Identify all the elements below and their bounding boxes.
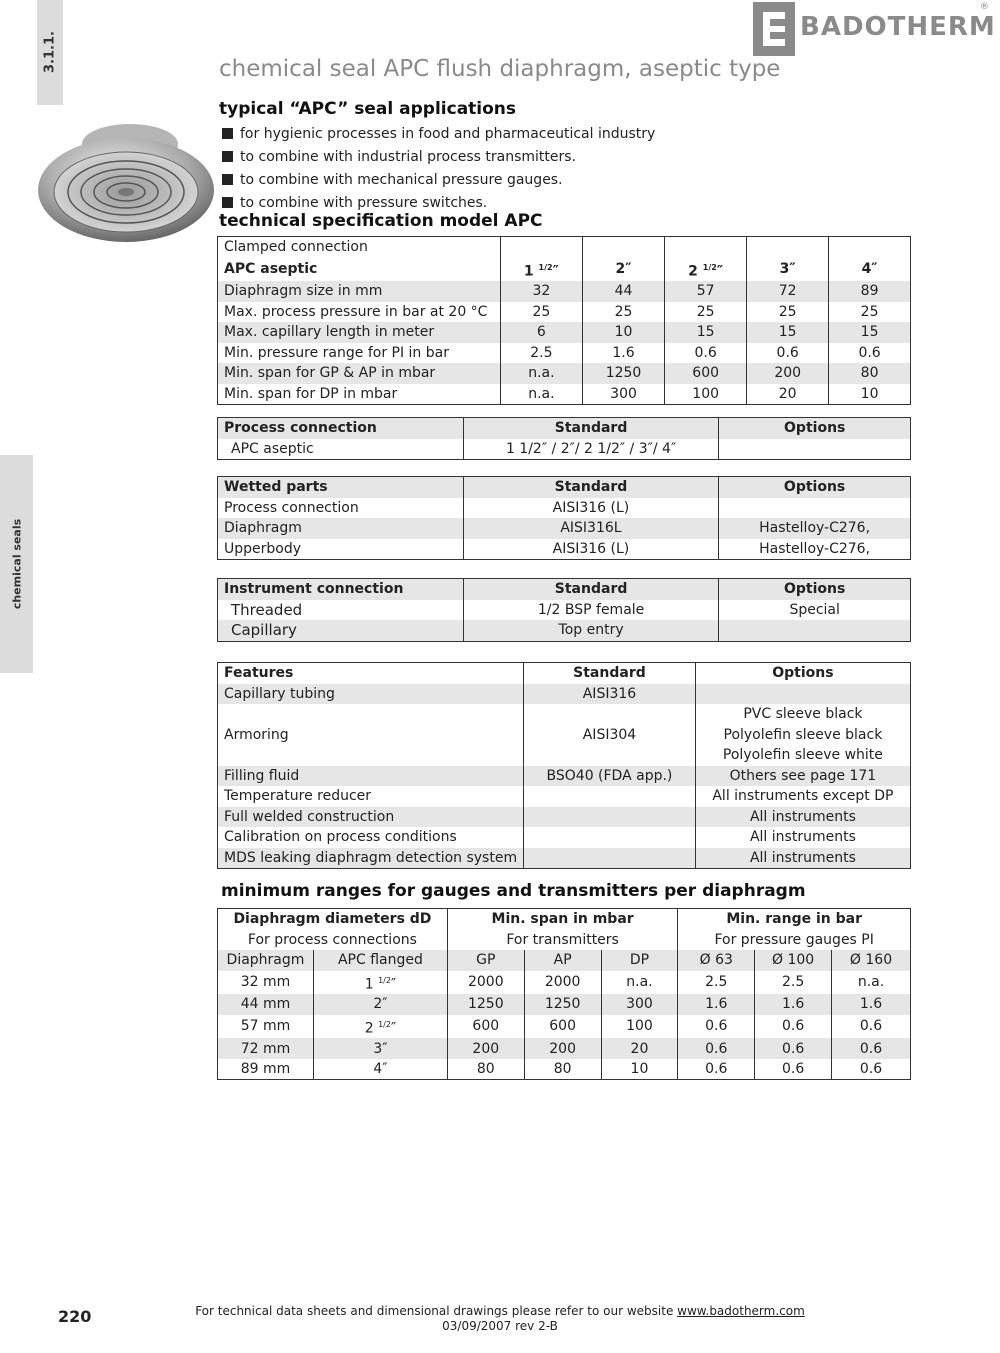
instrument-connection-table <box>217 578 911 642</box>
page-title: chemical seal APC flush diaphragm, aseptic type <box>219 56 781 82</box>
size-header: 3″ <box>747 258 829 282</box>
table-subheader-row: For process connections For transmitters For pressure gauges PI <box>218 930 911 951</box>
table-row: 57 mm 2 $^{1/2}$″ 600 600 100 0.6 0.6 0.6 <box>218 1015 911 1039</box>
ranges-table <box>217 908 911 1080</box>
applications-heading: typical “APC” seal applications <box>219 99 517 119</box>
application-item: to combine with mechanical pressure gauges. <box>222 170 655 193</box>
features-table <box>217 662 911 869</box>
table-row: MDS leaking diaphragm detection system All instruments <box>218 848 911 869</box>
table-header-row: Wetted parts Standard Options <box>218 477 911 498</box>
ranges-heading: minimum ranges for gauges and transmitters per diaphragm <box>221 881 806 901</box>
table-row: Upperbody AISI316 (L) Hastelloy-C276, <box>218 539 911 560</box>
application-item: for hygienic processes in food and pharmaceutical industry <box>222 124 655 147</box>
table-header-row: Process connection Standard Options <box>218 418 911 439</box>
table-row: Process connection AISI316 (L) <box>218 498 911 519</box>
footer <box>0 1304 1000 1334</box>
table-row: Min. span for DP in mbar n.a. 300 100 20 10 <box>218 384 911 405</box>
table-column-header-row: Diaphragm APC flanged GP AP DP Ø 63 Ø 100 Ø 160 <box>218 950 911 971</box>
process-connection-table <box>217 417 911 460</box>
logo-mark-icon <box>753 2 795 56</box>
table-row: Min. pressure range for PI in bar 2.5 1.6 0.6 0.6 0.6 <box>218 343 911 364</box>
table-row: Temperature reducer All instruments except DP <box>218 786 911 807</box>
brand-logo <box>753 2 996 56</box>
table-row: Capillary tubing AISI316 <box>218 684 911 705</box>
application-item: to combine with industrial process transmitters. <box>222 147 655 170</box>
size-header: 4″ <box>829 258 911 282</box>
section-number: 3.1.1. <box>42 31 58 73</box>
table-row: Threaded 1/2 BSP female Special <box>218 600 911 621</box>
size-header: 1 $^{1/2}$″ <box>500 258 582 282</box>
applications-list <box>222 124 655 216</box>
table-row <box>218 237 911 258</box>
table-header-row: Diaphragm diameters dD Min. span in mbar Min. range in bar <box>218 909 911 930</box>
revision-text: 03/09/2007 rev 2-B <box>442 1319 558 1333</box>
table-row: 44 mm 2″ 1250 1250 300 1.6 1.6 1.6 <box>218 994 911 1015</box>
bullet-square-icon <box>222 174 233 185</box>
bullet-square-icon <box>222 128 233 139</box>
spec-heading: technical specification model APC <box>219 211 543 231</box>
seal-product-image <box>35 122 217 244</box>
section-tab <box>37 0 63 105</box>
wetted-parts-table <box>217 476 911 560</box>
category-tab <box>0 455 33 673</box>
table-header-row: Instrument connection Standard Options <box>218 579 911 600</box>
table-row: 32 mm 1 $^{1/2}$″ 2000 2000 n.a. 2.5 2.5 n.a. <box>218 971 911 995</box>
table-row: PVC sleeve black <box>218 704 911 725</box>
table-row: Filling fluid BSO40 (FDA app.) Others see page 171 <box>218 766 911 787</box>
table-row <box>218 258 911 282</box>
table-row: Max. capillary length in meter 6 10 15 15 15 <box>218 322 911 343</box>
spec-table <box>217 236 911 405</box>
aseptic-label: APC aseptic <box>224 261 318 278</box>
size-header: 2 $^{1/2}$″ <box>665 258 747 282</box>
table-row: Diaphragm AISI316L Hastelloy-C276, <box>218 518 911 539</box>
table-header-row: Features Standard Options <box>218 663 911 684</box>
website-link[interactable]: www.badotherm.com <box>677 1304 805 1318</box>
table-row: Armoring AISI304 Polyolefin sleeve black <box>218 725 911 746</box>
application-item: to combine with pressure switches. <box>222 193 655 216</box>
table-row: Full welded construction All instruments <box>218 807 911 828</box>
registered-mark: ® <box>980 2 989 12</box>
table-row: 72 mm 3″ 200 200 20 0.6 0.6 0.6 <box>218 1038 911 1059</box>
table-row: APC aseptic 1 1/2″ / 2″/ 2 1/2″ / 3″/ 4″ <box>218 439 911 460</box>
table-row: Capillary Top entry <box>218 620 911 641</box>
category-label: chemical seals <box>10 518 23 610</box>
size-header: 2″ <box>582 258 664 282</box>
bullet-square-icon <box>222 197 233 208</box>
table-row: Max. process pressure in bar at 20 °C 25 25 25 25 25 <box>218 302 911 323</box>
logo-text: BADOTHERM <box>800 12 996 42</box>
page-number: 220 <box>58 1307 92 1326</box>
table-row: 89 mm 4″ 80 80 10 0.6 0.6 0.6 <box>218 1059 911 1080</box>
footer-text: For technical data sheets and dimensional drawings please refer to our website <box>195 1304 674 1318</box>
table-row: Calibration on process conditions All instruments <box>218 827 911 848</box>
table-row: Polyolefin sleeve white <box>218 745 911 766</box>
bullet-square-icon <box>222 151 233 162</box>
table-row: Min. span for GP & AP in mbar n.a. 1250 600 200 80 <box>218 363 911 384</box>
table-row: Diaphragm size in mm 32 44 57 72 89 <box>218 281 911 302</box>
clamped-connection-label: Clamped connection <box>224 239 368 256</box>
